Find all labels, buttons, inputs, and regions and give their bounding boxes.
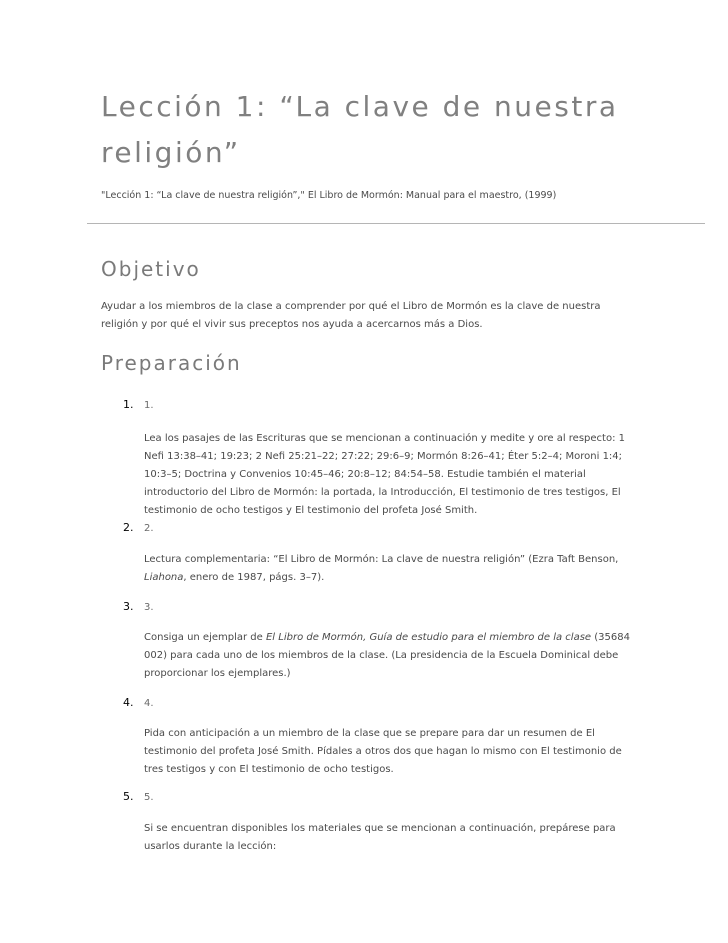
horizontal-divider [87,223,705,224]
preparation-heading: Preparación [101,351,242,375]
item-text: Lea los pasajes de las Escrituras que se mencionan a continuación y medite y ore al respecto: 1 Nefi 13:38–41; 19:23; 2 Nefi 25:21–22; 27:22; 29:6–9; Mormón 8:26–41; Éter 5:2–4; Moroni 1:4; 10:3–5; Doctrina y Convenios 10:45–46; 20:8–12; 84:54–58. Estudie también el material introductorio del Libro de Mormón: la portada, la Introducción, El testimonio de tres testigos, El testimonio de ocho testigos y El testimonio del profeta José Smith. [144,433,625,516]
list-marker: 3. [123,600,134,613]
objective-heading: Objetivo [101,257,201,281]
list-marker: 1. [123,398,134,411]
item-number: 1. [144,400,154,411]
italic-title: El Libro de Mormón, Guía de estudio para el miembro de la clase [265,632,592,643]
item-text: Consiga un ejemplar de El Libro de Mormón, Guía de estudio para el miembro de la clase (35684 002) para cada uno de los miembros de la clase. (La presidencia de la Escuela Dominical debe proporcionar los ejemplares.) [144,632,630,679]
item-number: 5. [144,792,154,803]
list-marker: 4. [123,696,134,709]
item-number: 2. [144,523,154,534]
list-marker: 2. [123,521,134,534]
item-number: 3. [144,602,154,613]
item-number: 4. [144,698,154,709]
item-text: Lectura complementaria: “El Libro de Mormón: La clave de nuestra religión” (Ezra Taft Benson, Liahona, enero de 1987, págs. 3–7). [144,554,619,583]
objective-text: Ayudar a los miembros de la clase a comprender por qué el Libro de Mormón es la clave de nuestra religión y por qué el vivir sus preceptos nos ayuda a acercarnos más a Dios. [101,301,601,330]
lesson-citation: "Lección 1: “La clave de nuestra religión”," El Libro de Mormón: Manual para el maestro, (1999) [101,190,557,201]
list-marker: 5. [123,790,134,803]
item-text: Pida con anticipación a un miembro de la clase que se prepare para dar un resumen de El testimonio del profeta José Smith. Pídales a otros dos que hagan lo mismo con El testimonio de tres testigos y con El testimonio de ocho testigos. [144,728,622,775]
lesson-title: Lección 1: “La clave de nuestra religión” [101,90,619,169]
italic-title: Liahona [144,572,184,583]
item-text: Si se encuentran disponibles los materiales que se mencionan a continuación, prepárese para usarlos durante la lección: [144,823,616,852]
